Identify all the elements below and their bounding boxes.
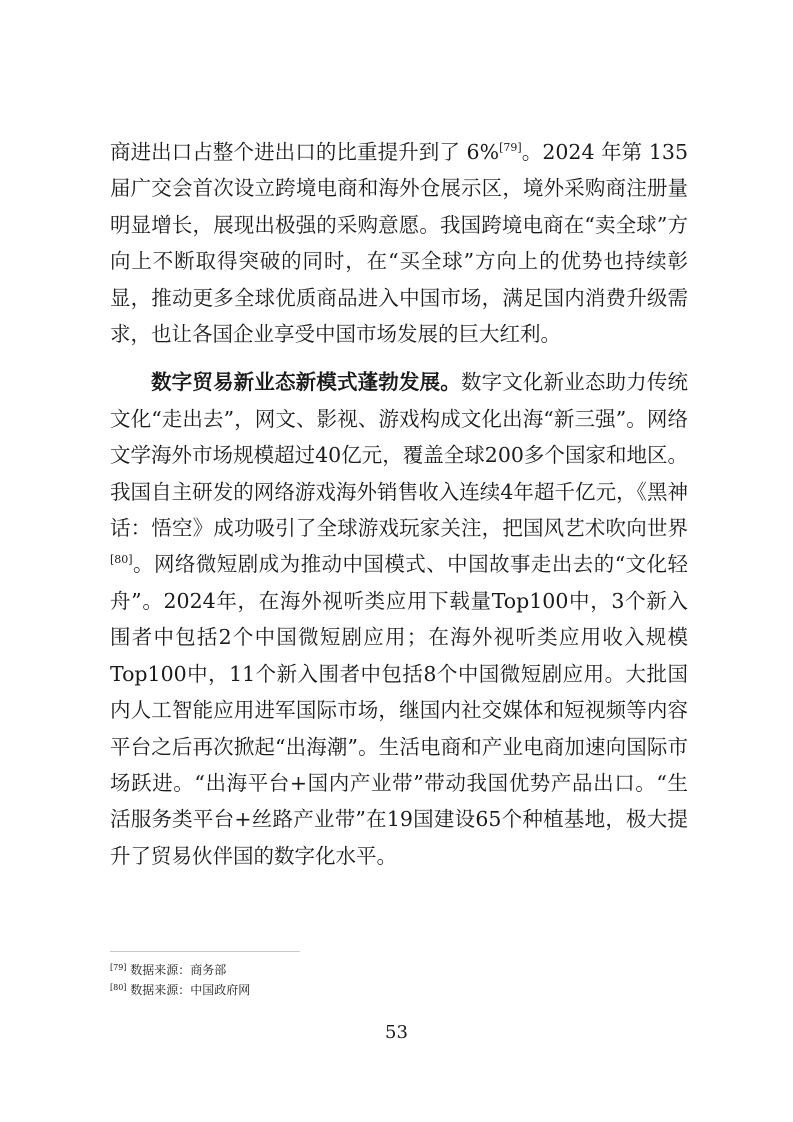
paragraph-cross-border-ecommerce — [110, 134, 688, 352]
paragraph2-text-b: 。网络微短剧成为推动中国模式、中国故事走出去的“文化轻舟”。2024年，在海外视听类应用下载量Top100中，3个新入围者中包括2个中国微短剧应用；在海外视听类应用收入规模Top100中，11个新入围者中包括8个中国微短剧应用。大批国内人工智能应用进军国际市场，继国内社交媒体和短视频等内容平台之后再次掀起“出海潮”。生活电商和产业电商加速向国际市场跃进。“出海平台+国内产业带”带动我国优势产品出口。“生活服务类平台+丝路产业带”在19国建设65个种植基地，极大提升了贸易伙伴国的数字化水平。 — [110, 552, 688, 868]
footnote-marker: [80] — [110, 983, 127, 992]
paragraph2-text-a: 数字文化新业态助力传统文化“走出去”，网文、影视、游戏构成文化出海“新三强”。网络文学海外市场规模超过40亿元，覆盖全球200多个国家和地区。我国自主研发的网络游戏海外销售收入连续4年超千亿元，《黑神话：悟空》成功吸引了全球游戏玩家关注，把国风艺术吹向世界 — [110, 370, 689, 541]
footnote-ref-79[interactable]: [79] — [499, 141, 522, 154]
paragraph-digital-trade — [110, 364, 688, 874]
footnote-79 — [110, 960, 510, 980]
footnote-marker: [79] — [110, 963, 127, 972]
footnote-text: 数据来源：中国政府网 — [130, 983, 251, 997]
paragraph1-text-b: 。2024 年第 135 届广交会首次设立跨境电商和海外仓展示区，境外采购商注册量明显增长，展现出极强的采购意愿。我国跨境电商在“卖全球”方向上不断取得突破的同时，在“买全球”方向上的优势也持续彰显，推动更多全球优质商品进入中国市场，满足国内消费升级需求，也让各国企业享受中国市场发展的巨大红利。 — [110, 140, 688, 347]
footnote-ref-80[interactable]: [80] — [110, 553, 133, 567]
footnote-divider — [110, 951, 300, 952]
paragraph2-heading: 数字贸易新业态新模式蓬勃发展。 — [151, 370, 461, 395]
body-text — [110, 134, 688, 874]
paragraph1-text-a: 商进出口占整个进出口的比重提升到了 6% — [110, 140, 500, 164]
footnotes — [110, 960, 510, 1000]
page-number: 53 — [385, 1022, 408, 1043]
footnote-80 — [110, 980, 510, 1000]
footnote-text: 数据来源：商务部 — [130, 963, 227, 977]
